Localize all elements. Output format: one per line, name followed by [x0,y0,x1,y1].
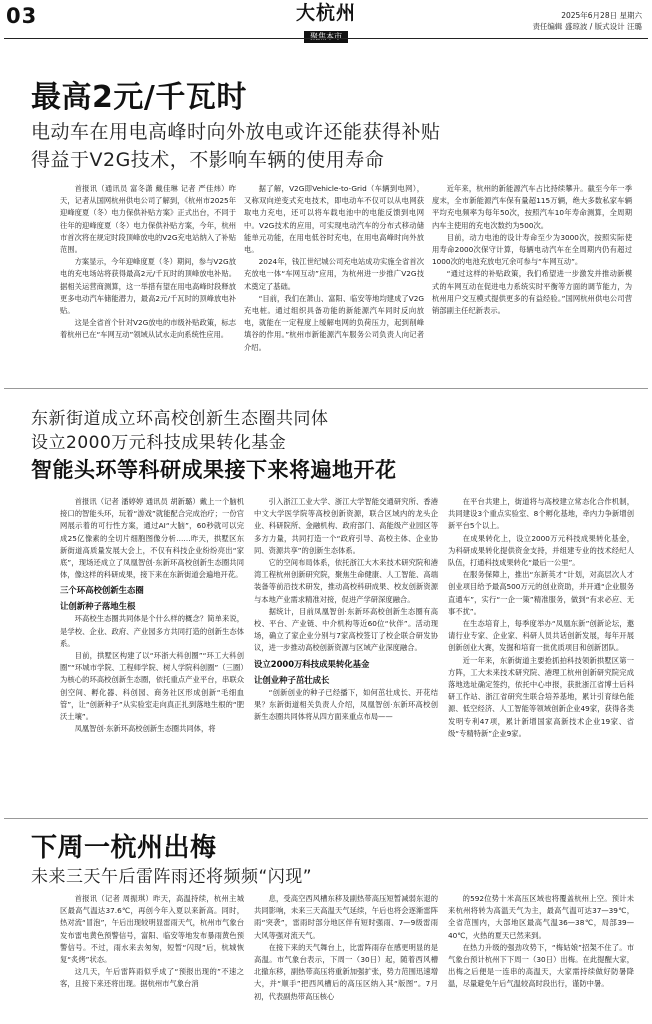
paragraph: “创新创业的种子已经播下，如何茁壮成长、开花结果？东新街道相关负责人介绍，凤凰智创·东新环高校创新生态圈共同体将从四方面来重点布局—— [254,687,438,722]
paragraph: 据统计，目前凤凰智创·东新环高校创新生态圈有高校、平台、产业链、中介机构等近60位“伙伴”。活动现场，确立了家企业分别与7家高校签订了校企联合研发协议，进一步推动高校创新资源与区域产业深度融合。 [254,606,438,653]
paragraph: 在接下来的天气舞台上，比雷阵雨存在感更明显的是高温。市气象台表示，下周一（30日）起，随着西风槽北撤东移，副热带高压将重新加强扩张，势力范围迅速增大，并“顺手”把西风槽后的高压区纳入其“版图”。7月初，代表副热带高压核心 [254,942,438,1001]
paragraph: 目前，拱墅区构建了以“环浙大科创圈”“环工大科创圈”“环城市学院、工程师学院、树人学院科创圈”（三圈）为核心的环高校创新生态圈，依托重点产业平台，串联众创空间、孵化器、科创园、商务社区形成创新“毛细血管”，让“创新种子”从实验室走向真正扎到落地生根的“肥沃土壤”。 [60,651,244,722]
page-number: 03 [6,4,38,28]
article1-subhead-1: 电动车在用电高峰时向外放电或许还能获得补贴 [31,121,441,143]
section-subhead: 让创新种子落地生根 [60,601,136,612]
paragraph: 首报讯（记者 周振琪）昨天，高温持续，杭州主城区最高气温达37.6℃，再创今年入夏以来新高。同时，热对流“冒泡”，午后出现较明显雷雨天气，杭州市气象台发布雷电黄色预警信号，富阳、临安等地发布暴雨黄色预警信号。不过，雨水来去匆匆，短暂“闪现”后，杭城恢复“炙烤”状态。 [60,894,244,965]
paragraph: 目前，动力电池的设计寿命至少为3000次，按照实际使用寿命2000次保守计算，每辆电动汽车在全周期内仍有超过1000次的电池充放电冗余可参与“车网互动”。 [432,232,632,267]
paragraph: 据了解，V2G即Vehicle-to-Grid（车辆到电网），又称双向逆变式充电技术，即电动车不仅可以从电网获取电力充电，还可以将车载电池中的电能反馈到电网中。V2G技术的应用，可实现电动汽车的分布式移动储能单元功能，在用电低谷时充电，在用电高峰时向外放电。 [244,184,424,255]
article2-kicker-1: 东新街道成立环高校创新生态圈共同体 [31,409,329,429]
paragraph: 首报讯（通讯员 富冬潇 戴佳琳 记者 严佳炜）昨天，记者从国网杭州供电公司了解到，《杭州市2025年迎峰度夏（冬）电力保供补贴方案》正式出台，不同于往年的迎峰度夏（冬）电力保供补贴方案，今年，杭州市首次将在规定时段顶峰放电的V2G充电站纳入了补贴范围。 [60,184,236,255]
article3-headline: 下周一杭州出梅 [31,833,217,863]
article1-column-1 [60,183,236,373]
editors-line: 责任编辑 盛琼波 / 版式设计 汪璐 [532,22,642,31]
paragraph: 引入浙江工业大学、浙江大学智能交通研究所、香港中文大学医学院等高校创新资源，联合区域内的龙头企业、科研院所、金融机构、政府部门、高能级产业园区等多方力量，共同打造一个“政府引导、高校主体、企业协同、资源共享”的创新生态体系。 [254,497,438,555]
article2-column-2 [254,496,438,811]
section-subhead: 让创业种子茁壮成长 [254,674,330,685]
masthead-title: 大杭州 [295,2,356,24]
paragraph: 在热力升级的强劲攻势下，“梅姑娘”招架不住了。市气象台预计杭州下下周一（30日）出梅。在此提醒大家，出梅之后便是一连串的高温天，大家需持续做好防暑降温，尽量避免午后气温较高时段出行，谨防中暑。 [448,942,634,989]
paragraph: 它的空间布局体系，依托浙江大木来技术研究院和港湾工程杭州创新研究院，聚焦生命健康、人工智能、高端装备等前沿技术研发，推动高校科研成果、校友创新资源与本地产业需求精准对接，促进产学研深度融合。 [254,558,438,604]
paragraph: 息，受高空西风槽东移及副热带高压短暂减弱东退的共同影响，未来三天高温天气延续，午后也将会逐渐雷阵雨“突袭”，雷雨时部分地区伴有短时强雨、7—9级雷雨大风等强对流天气。 [254,894,438,940]
article3-column-1 [60,893,244,1021]
article2-headline: 智能头环等科研成果接下来将遍地开花 [31,458,397,482]
header-meta [532,10,642,32]
section-divider-1 [4,388,648,389]
article2-column-1 [60,496,244,811]
section-divider-2 [4,818,648,819]
article3-column-3 [448,893,634,1021]
masthead-subtitle: 聚焦本市 [304,31,348,43]
paragraph: 在生态培育上，每季度举办“凤凰东新”创新论坛，邀请行业专家、企业家、科研人员共话创新发展，每年开展创新创业大赛，发掘和培育一批优质项目和创新团队。 [448,619,634,653]
paragraph: 在成果转化上，设立2000万元科技成果转化基金，为科研成果转化提供资金支持，并组建专业的技术经纪人队伍，打通科技成果转化“最后一公里”。 [448,533,634,568]
article3-column-2 [254,893,438,1021]
paragraph: 凤凰智创·东新环高校创新生态圈共同体，将 [74,724,216,734]
paragraph: 在平台共建上，街道将与高校建立常态化合作机制，共同建设3个重点实验室、8个孵化基地，牵内力争新增创新平台5个以上。 [448,497,634,531]
paragraph: 的592位势十米高压区域也将覆盖杭州上空。预计未来杭州将转为高温天气为主，最高气温可达37—39℃，全省范围内，大部地区最高气温36—38℃，局部39—40℃，火热的夏天已然来到。 [448,894,634,940]
header-rule [4,38,648,39]
article2-kicker-2: 设立2000万元科技成果转化基金 [31,433,287,453]
section-subhead: 三个环高校创新生态圈 [60,585,144,596]
date-line: 2025年6月28日 星期六 [561,11,642,20]
paragraph: 近年来，杭州的新能源汽车占比持续攀升。截至今年一季度末，全市新能源汽车保有量超115万辆，绝大多数私家车辆平均充电频率为每年50次，按照汽车10年寿命测算，全周期内车主使用的充电次数约为500次。 [432,184,632,230]
paragraph: “通过这样的补贴政策，我们希望进一步激发并推动新模式的车网互动在促进电力系统实时平衡等方面的调节能力，为杭州用户交互模式提供更多的有益经验。”国网杭州供电公司营销部副主任纪新表示。 [432,269,632,316]
paragraph: 首报讯（记者 潘婷婷 通讯员 胡新璐）戴上一个脑机接口的智能头环，玩着“游戏”就能配合完成治疗；一份官网展示着的可行性方案，通过AI“大脑”，60秒就可以完成25亿像素的全切片细胞图像分析……昨天，拱墅区东新街道高质量发展大会上，不仅有科技企业纷纷亮出“家底”，现场还成立了凤凰智创·东新环高校创新生态圈共同体，像这样的科研成果，接下来在东新街道会遍地开花。 [60,497,244,580]
article1-column-3 [432,183,632,373]
article1-subhead-2: 得益于V2G技术，不影响车辆的使用寿命 [31,149,385,171]
article2-column-3 [448,496,634,811]
paragraph: 方案显示，今年迎峰度夏（冬）期间，参与V2G放电的充电场站将获得最高2元/千瓦时的顶峰放电补贴。据相关运营商测算，这一举措有望在用电高峰时段释放更多电动汽车储能潜力，最高2元/千瓦时的顶峰放电补贴。 [60,257,236,316]
paragraph: 在服务保障上，推出“东新英才”计划，对高层次人才创业项目给予最高500万元的创业资助，并开通“企业服务直通车”，实行“一企一策”精准服务，做到“有求必应、无事不扰”。 [448,570,634,616]
article1-headline: 最高2元/千瓦时 [31,80,247,115]
paragraph: 近一年来，东新街道主要抢抓拍科技领新拱墅区第一方阵，工大未来技术研究院、港理工杭州创新研究院完成落地选址确定签约，依托中心申报，获批浙江省博士后科研工作站、浙江省研究生联合培养基地，累计引育绿色能源、低空经济、人工智能等领域创新企业49家，获得各类发明专利47项，累计新增国家高新技术企业19家、省级“专精特新”企业9家。 [448,655,634,738]
paragraph: 这几天，午后雷阵雨似乎成了“预报出现的”不速之客，且接下来还将出现。据杭州市气象台消 [60,967,244,989]
paragraph: 这是全省首个针对V2G放电的市级补贴政策，标志着杭州已在“车网互动”领域从试水走向系统性应用。 [60,318,236,340]
article1-column-2 [244,183,424,373]
paragraph: “目前，我们在萧山、富阳、临安等地均建成了V2G充电桩。通过组织具备功能的新能源汽车同时反向放电，就能在一定程度上缓解电网的负荷压力，起到削峰填谷的作用。”杭州市新能源汽车服务公司负责人向记者介绍。 [244,293,424,352]
article3-subhead: 未来三天午后雷阵雨还将频频“闪现” [31,867,313,887]
section-subhead: 设立2000万科技成果转化基金 [254,658,370,669]
paragraph: 2024年，钱江世纪城公司充电站成功实施全省首次充放电一体“车网互动”应用，为杭州进一步推广V2G技术奠定了基础。 [244,257,424,291]
masthead [288,2,364,43]
paragraph: 环高校生态圈共同体是个什么样的概念？简单来说，是学校、企业、政府、产业园多方共同打造的创新生态体系。 [60,614,244,648]
